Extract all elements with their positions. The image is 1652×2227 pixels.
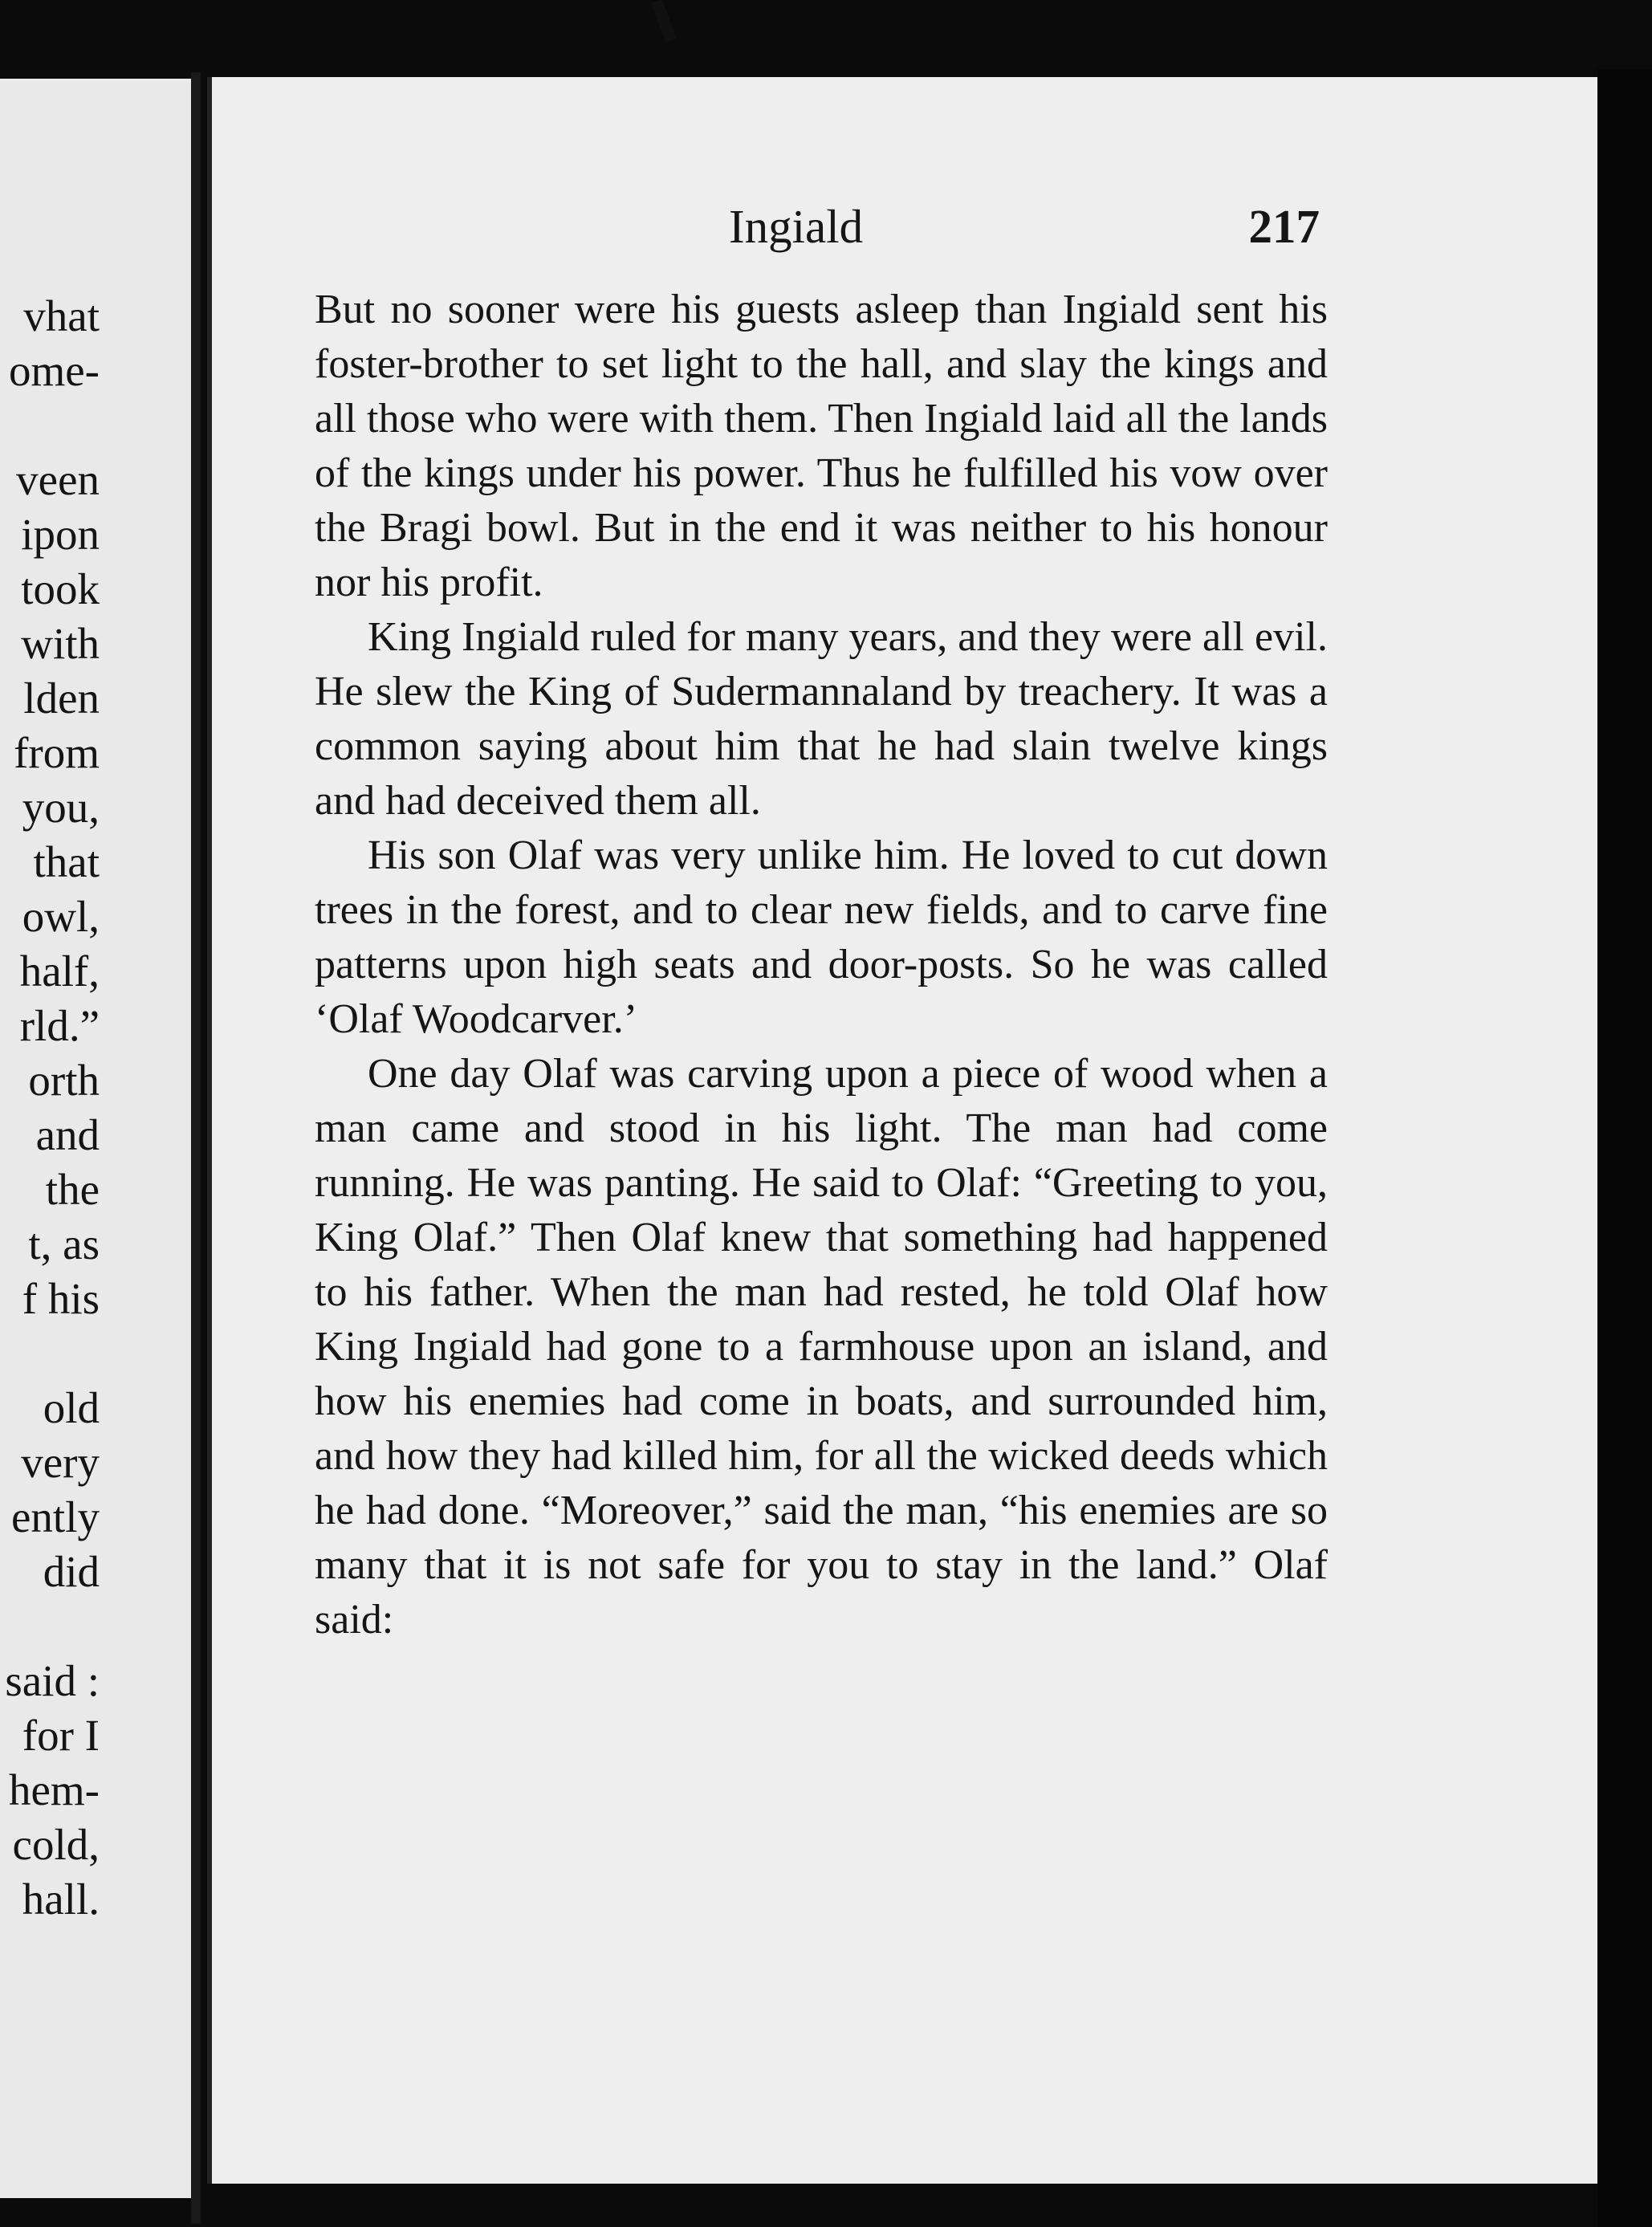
left-line: orth xyxy=(28,1056,100,1105)
left-line: rld.” xyxy=(19,1001,100,1050)
left-line: said : xyxy=(5,1656,100,1705)
left-line: that xyxy=(33,837,100,886)
bookmark-ribbon xyxy=(652,0,677,43)
paragraph: But no sooner were his guests asleep than Ingiald sent his foster-brother to set light to the hall, and slay the kings and all those who were with them. Then Ingiald laid all the lands of the kings under his power. Thus he fulfilled his vow over the Bragi bowl. But in the end it was neither to his honour nor his profit. xyxy=(315,287,1328,605)
left-line: ently xyxy=(11,1492,100,1541)
left-line: and xyxy=(35,1110,100,1159)
left-page xyxy=(0,79,191,2198)
left-line: took xyxy=(21,564,100,613)
paragraph: His son Olaf was very unlike him. He loved to cut down trees in the forest, and to clear new fields, and to carve fine patterns upon high seats and door-posts. So he was called ‘Olaf Woodcarver.’ xyxy=(315,833,1328,1042)
left-line: you, xyxy=(22,783,100,832)
left-line: ipon xyxy=(21,510,100,559)
left-line: t, as xyxy=(28,1219,100,1268)
left-line: with xyxy=(21,619,100,668)
left-page-text xyxy=(5,289,100,1927)
left-line: half, xyxy=(19,947,100,995)
left-line xyxy=(5,1599,100,1654)
left-line: f his xyxy=(22,1274,100,1323)
left-line: veen xyxy=(16,455,100,504)
book-spine xyxy=(191,72,201,2224)
page-header xyxy=(308,199,1320,263)
left-line: hall. xyxy=(22,1875,100,1924)
paragraph: One day Olaf was carving upon a piece of wood when a man came and stood in his light. The man had come running. He was panting. He said to Olaf: “Greeting to you, King Olaf.” Then Olaf knew that something had happened to his father. When the man had rested, he told Olaf how King Ingiald had gone to a farmhouse upon an island, and how his enemies had come in boats, and surrounded him, and how they had killed him, for all the wicked deeds which he had done. “Moreover,” said the man, “his enemies are so many that it is not safe for you to stay in the land.” Olaf said: xyxy=(315,1051,1328,1643)
left-line: very xyxy=(21,1438,100,1487)
body-text xyxy=(315,283,1328,1647)
left-line: for I xyxy=(22,1711,100,1760)
left-line xyxy=(5,398,100,453)
paragraph: King Ingiald ruled for many years, and they were all evil. He slew the King of Sudermannaland by treachery. It was a common saying about him that he had slain twelve kings and had deceived them all. xyxy=(315,614,1328,824)
left-line: from xyxy=(14,728,100,777)
left-line xyxy=(5,1326,100,1381)
page-edge-shadow xyxy=(1597,69,1652,2227)
left-line: cold, xyxy=(12,1820,100,1869)
left-line: owl, xyxy=(22,892,100,941)
left-line: hem- xyxy=(8,1765,100,1814)
page-number: 217 xyxy=(1248,200,1320,253)
left-line: old xyxy=(43,1383,100,1432)
left-line: ome- xyxy=(8,346,100,395)
left-line: did xyxy=(43,1547,100,1596)
running-title: Ingiald xyxy=(729,200,864,253)
left-line: lden xyxy=(23,674,100,723)
left-line: the xyxy=(45,1165,100,1214)
left-line: vhat xyxy=(23,291,100,340)
